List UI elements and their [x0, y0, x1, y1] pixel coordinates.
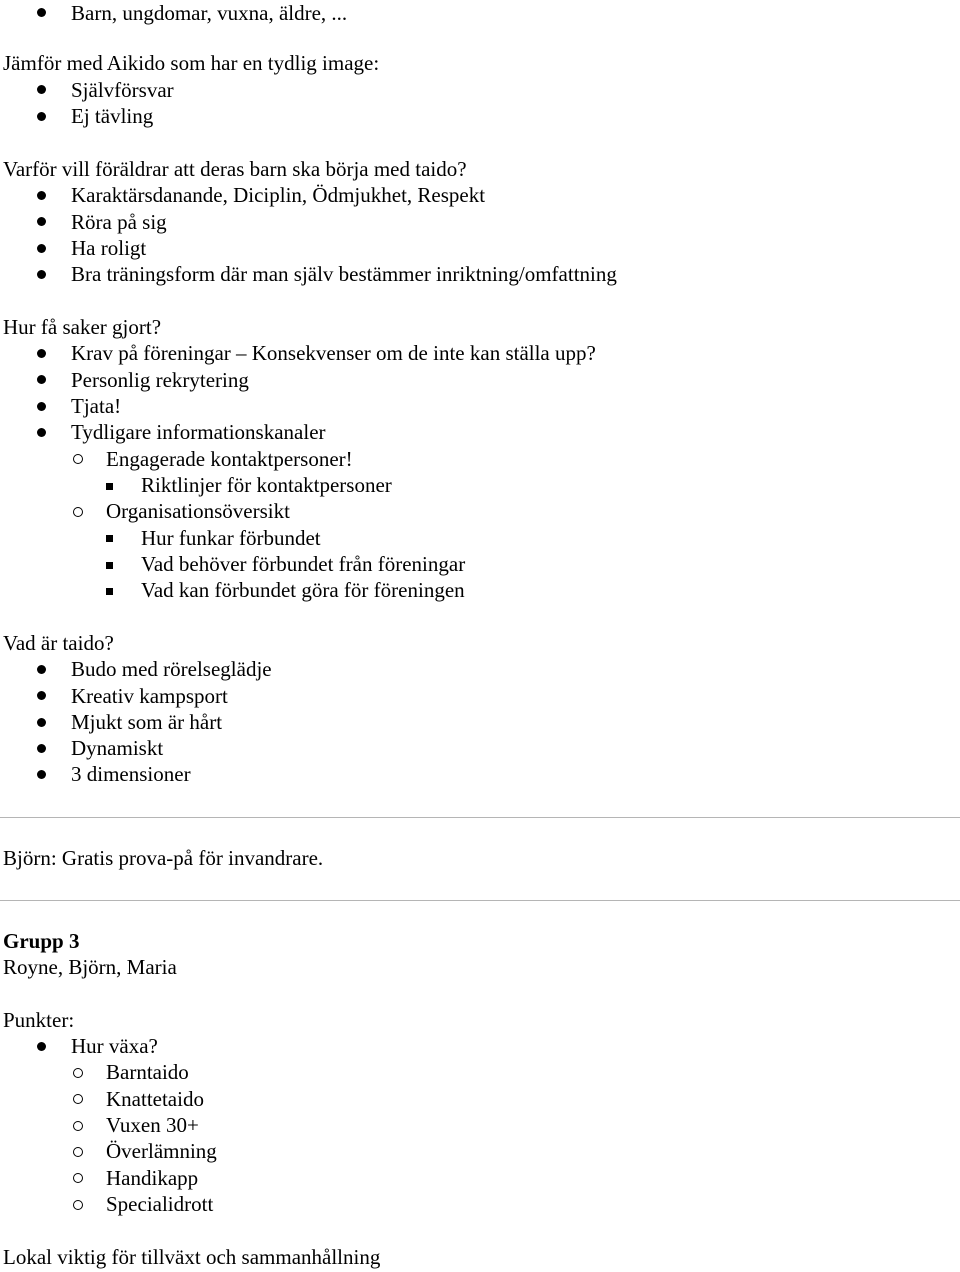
bullet-icon	[37, 191, 46, 200]
sub-list-item: Organisationsöversikt	[106, 499, 290, 523]
list-item: Hur växa?	[71, 1034, 158, 1058]
note-text: Björn: Gratis prova-på för invandrare.	[3, 846, 324, 870]
circle-bullet-icon	[73, 1094, 83, 1104]
sub-list-item: Knattetaido	[106, 1087, 204, 1111]
section-heading: Varför vill föräldrar att deras barn ska börja med taido?	[3, 157, 467, 181]
list-item: Krav på föreningar – Konsekvenser om de inte kan ställa upp?	[71, 341, 596, 365]
note-text: Lokal viktig för tillväxt och sammanhållning	[3, 1245, 381, 1269]
circle-bullet-icon	[73, 1147, 83, 1157]
circle-bullet-icon	[73, 507, 83, 517]
list-item: Tydligare informationskanaler	[71, 420, 326, 444]
bullet-icon	[37, 718, 46, 727]
square-bullet-icon	[106, 483, 113, 490]
bullet-icon	[37, 349, 46, 358]
section-heading: Vad är taido?	[3, 631, 114, 655]
list-item: Barn, ungdomar, vuxna, äldre, ...	[71, 1, 348, 25]
square-bullet-icon	[106, 535, 113, 542]
list-item: Kreativ kampsport	[71, 684, 228, 708]
list-item: Ej tävling	[71, 104, 154, 128]
group-members: Royne, Björn, Maria	[3, 955, 177, 979]
bullet-icon	[37, 244, 46, 253]
list-item: Självförsvar	[71, 78, 174, 102]
sub-list-item: Engagerade kontaktpersoner!	[106, 447, 353, 471]
sub-list-item: Specialidrott	[106, 1192, 214, 1216]
circle-bullet-icon	[73, 1173, 83, 1183]
list-item: Ha roligt	[71, 236, 147, 260]
horizontal-rule	[0, 900, 960, 901]
sub-list-item: Barntaido	[106, 1060, 189, 1084]
sub-list-item: Överlämning	[106, 1139, 217, 1163]
circle-bullet-icon	[73, 1068, 83, 1078]
bullet-icon	[37, 85, 46, 94]
list-item: Bra träningsform där man själv bestämmer inriktning/omfattning	[71, 262, 617, 286]
bullet-icon	[37, 217, 46, 226]
section-heading: Jämför med Aikido som har en tydlig image:	[3, 51, 380, 75]
sub-sub-list-item: Vad kan förbundet göra för föreningen	[141, 578, 465, 602]
horizontal-rule	[0, 817, 960, 818]
bullet-icon	[37, 375, 46, 384]
sub-sub-list-item: Vad behöver förbundet från föreningar	[141, 552, 466, 576]
section-heading: Punkter:	[3, 1008, 75, 1032]
bullet-icon	[37, 8, 46, 17]
list-item: Personlig rekrytering	[71, 368, 249, 392]
bullet-icon	[37, 402, 46, 411]
sub-list-item: Vuxen 30+	[106, 1113, 199, 1137]
sub-list-item: Handikapp	[106, 1166, 199, 1190]
group-title-text: Grupp 3	[3, 929, 80, 953]
list-item: Budo med rörelseglädje	[71, 657, 272, 681]
list-item: Karaktärsdanande, Diciplin, Ödmjukhet, Respekt	[71, 183, 486, 207]
bullet-icon	[37, 744, 46, 753]
sub-sub-list-item: Riktlinjer för kontaktpersoner	[141, 473, 392, 497]
list-item: Röra på sig	[71, 210, 167, 234]
circle-bullet-icon	[73, 1200, 83, 1210]
bullet-icon	[37, 428, 46, 437]
bullet-icon	[37, 270, 46, 279]
square-bullet-icon	[106, 562, 113, 569]
sub-sub-list-item: Hur funkar förbundet	[141, 526, 321, 550]
list-item: Dynamiskt	[71, 736, 164, 760]
square-bullet-icon	[106, 588, 113, 595]
circle-bullet-icon	[73, 454, 83, 464]
bullet-icon	[37, 665, 46, 674]
section-heading: Hur få saker gjort?	[3, 315, 162, 339]
list-item: 3 dimensioner	[71, 762, 191, 786]
bullet-icon	[37, 112, 46, 121]
bullet-icon	[37, 770, 46, 779]
group-title	[3, 928, 79, 954]
bullet-icon	[37, 691, 46, 700]
bullet-icon	[37, 1042, 46, 1051]
circle-bullet-icon	[73, 1121, 83, 1131]
list-item: Mjukt som är hårt	[71, 710, 223, 734]
list-item: Tjata!	[71, 394, 122, 418]
